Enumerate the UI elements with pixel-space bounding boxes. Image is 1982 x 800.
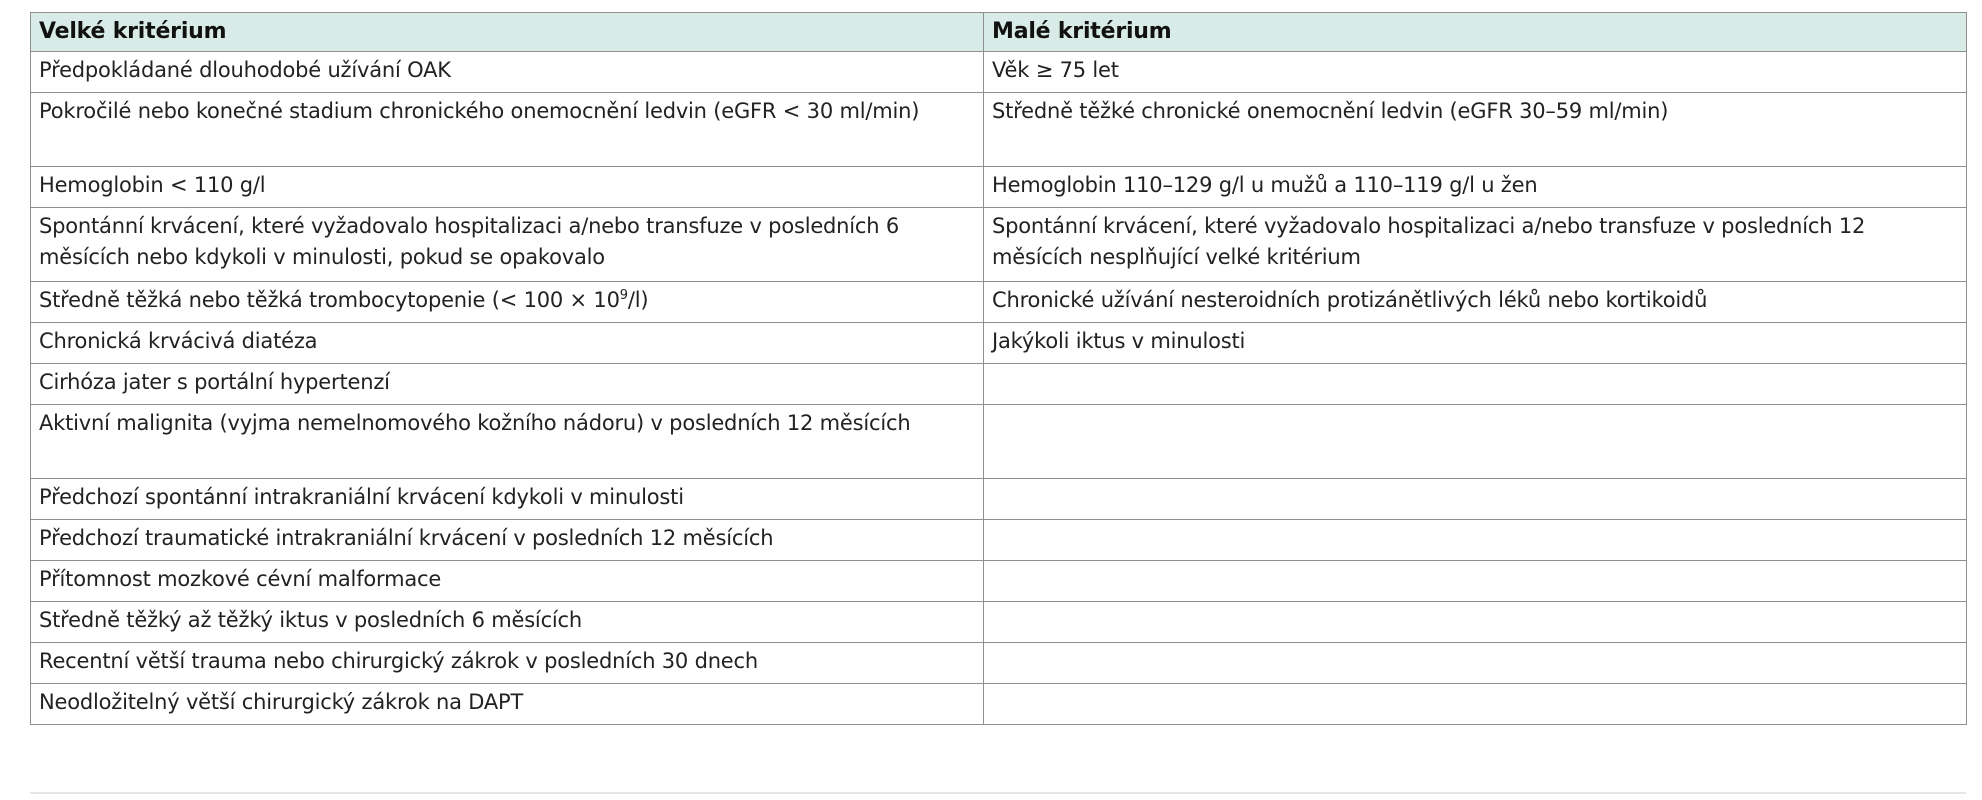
table-row: [31, 479, 1967, 520]
bottom-divider: [30, 792, 1966, 794]
header-minor-criterion: Malé kritérium: [984, 13, 1967, 52]
minor-criterion-cell: [984, 479, 1967, 520]
major-criterion-cell: Předpokládané dlouhodobé užívání OAK: [31, 52, 984, 93]
table-row: [31, 561, 1967, 602]
minor-criterion-cell: [984, 602, 1967, 643]
minor-criterion-cell: Středně těžké chronické onemocnění ledvin (eGFR 30–59 ml/min): [984, 93, 1967, 167]
header-major-criterion: Velké kritérium: [31, 13, 984, 52]
major-criterion-cell: Hemoglobin < 110 g/l: [31, 167, 984, 208]
table-row: [31, 282, 1967, 323]
exponent-superscript: 9: [619, 288, 628, 303]
major-criterion-cell: Cirhóza jater s portální hypertenzí: [31, 364, 984, 405]
minor-criterion-cell: [984, 684, 1967, 725]
table-row: [31, 93, 1967, 167]
minor-criterion-cell: [984, 643, 1967, 684]
major-criterion-text-suffix: /l): [627, 288, 649, 312]
table-row: [31, 602, 1967, 643]
table-row: [31, 323, 1967, 364]
major-criterion-text: Středně těžká nebo těžká trombocytopenie (< 100 × 10: [39, 288, 620, 312]
major-criterion-cell: Neodložitelný větší chirurgický zákrok na DAPT: [31, 684, 984, 725]
table-header-row: [31, 13, 1967, 52]
minor-criterion-cell: [984, 405, 1967, 479]
major-criterion-cell: Předchozí spontánní intrakraniální krvácení kdykoli v minulosti: [31, 479, 984, 520]
criteria-table: [30, 12, 1967, 725]
table-row: [31, 364, 1967, 405]
minor-criterion-cell: Spontánní krvácení, které vyžadovalo hospitalizaci a/nebo transfuze v posledních 12 měsících nesplňující velké kritérium: [984, 208, 1967, 282]
major-criterion-cell: Středně těžký až těžký iktus v posledních 6 měsících: [31, 602, 984, 643]
major-criterion-cell: Recentní větší trauma nebo chirurgický zákrok v posledních 30 dnech: [31, 643, 984, 684]
table-row: [31, 405, 1967, 479]
criteria-table-container: [30, 12, 1966, 725]
minor-criterion-cell: [984, 561, 1967, 602]
major-criterion-cell: Chronická krvácivá diatéza: [31, 323, 984, 364]
minor-criterion-cell: [984, 364, 1967, 405]
major-criterion-cell: Aktivní malignita (vyjma nemelnomového kožního nádoru) v posledních 12 měsících: [31, 405, 984, 479]
table-row: [31, 643, 1967, 684]
major-criterion-cell: Spontánní krvácení, které vyžadovalo hospitalizaci a/nebo transfuze v posledních 6 měsících nebo kdykoli v minulosti, pokud se opakovalo: [31, 208, 984, 282]
table-row: [31, 684, 1967, 725]
table-row: [31, 520, 1967, 561]
table-row: [31, 208, 1967, 282]
table-row: [31, 167, 1967, 208]
major-criterion-cell: Přítomnost mozkové cévní malformace: [31, 561, 984, 602]
major-criterion-cell: Předchozí traumatické intrakraniální krvácení v posledních 12 měsících: [31, 520, 984, 561]
minor-criterion-cell: Věk ≥ 75 let: [984, 52, 1967, 93]
minor-criterion-cell: Chronické užívání nesteroidních protizánětlivých léků nebo kortikoidů: [984, 282, 1967, 323]
minor-criterion-cell: Hemoglobin 110–129 g/l u mužů a 110–119 g/l u žen: [984, 167, 1967, 208]
minor-criterion-cell: Jakýkoli iktus v minulosti: [984, 323, 1967, 364]
table-row: [31, 52, 1967, 93]
major-criterion-cell: [31, 282, 984, 323]
minor-criterion-cell: [984, 520, 1967, 561]
major-criterion-cell: Pokročilé nebo konečné stadium chronického onemocnění ledvin (eGFR < 30 ml/min): [31, 93, 984, 167]
